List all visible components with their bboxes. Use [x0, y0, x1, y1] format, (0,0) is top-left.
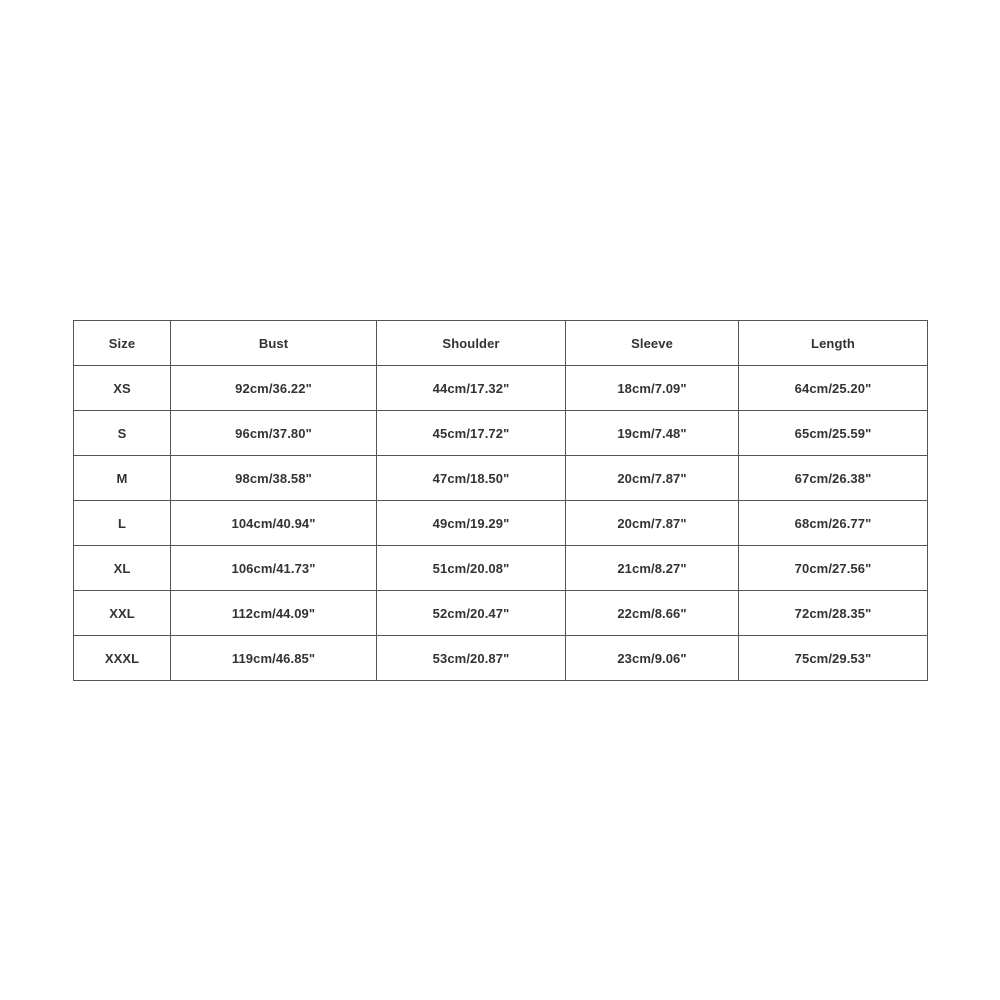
- header-size: Size: [74, 321, 171, 366]
- table-row: [74, 636, 928, 681]
- table-row: [74, 546, 928, 591]
- table-row: [74, 501, 928, 546]
- cell-length: 72cm/28.35": [739, 591, 928, 636]
- cell-size: XL: [74, 546, 171, 591]
- cell-sleeve: 18cm/7.09": [566, 366, 739, 411]
- header-length: Length: [739, 321, 928, 366]
- table-row: [74, 366, 928, 411]
- cell-size: M: [74, 456, 171, 501]
- cell-shoulder: 52cm/20.47": [377, 591, 566, 636]
- cell-size: XXL: [74, 591, 171, 636]
- cell-shoulder: 53cm/20.87": [377, 636, 566, 681]
- cell-bust: 104cm/40.94": [171, 501, 377, 546]
- table-row: [74, 456, 928, 501]
- size-chart-table: [73, 320, 928, 681]
- cell-length: 65cm/25.59": [739, 411, 928, 456]
- cell-shoulder: 44cm/17.32": [377, 366, 566, 411]
- cell-bust: 96cm/37.80": [171, 411, 377, 456]
- header-bust: Bust: [171, 321, 377, 366]
- table-row: [74, 591, 928, 636]
- cell-shoulder: 51cm/20.08": [377, 546, 566, 591]
- table-row: [74, 411, 928, 456]
- cell-sleeve: 23cm/9.06": [566, 636, 739, 681]
- cell-size: L: [74, 501, 171, 546]
- cell-bust: 92cm/36.22": [171, 366, 377, 411]
- cell-length: 64cm/25.20": [739, 366, 928, 411]
- cell-bust: 112cm/44.09": [171, 591, 377, 636]
- cell-sleeve: 20cm/7.87": [566, 501, 739, 546]
- cell-bust: 119cm/46.85": [171, 636, 377, 681]
- cell-bust: 98cm/38.58": [171, 456, 377, 501]
- cell-shoulder: 47cm/18.50": [377, 456, 566, 501]
- cell-length: 68cm/26.77": [739, 501, 928, 546]
- cell-sleeve: 20cm/7.87": [566, 456, 739, 501]
- cell-sleeve: 19cm/7.48": [566, 411, 739, 456]
- header-shoulder: Shoulder: [377, 321, 566, 366]
- cell-length: 67cm/26.38": [739, 456, 928, 501]
- cell-size: XS: [74, 366, 171, 411]
- cell-length: 75cm/29.53": [739, 636, 928, 681]
- cell-sleeve: 21cm/8.27": [566, 546, 739, 591]
- cell-shoulder: 45cm/17.72": [377, 411, 566, 456]
- table-header-row: [74, 321, 928, 366]
- header-sleeve: Sleeve: [566, 321, 739, 366]
- cell-bust: 106cm/41.73": [171, 546, 377, 591]
- cell-size: XXXL: [74, 636, 171, 681]
- cell-sleeve: 22cm/8.66": [566, 591, 739, 636]
- cell-shoulder: 49cm/19.29": [377, 501, 566, 546]
- cell-size: S: [74, 411, 171, 456]
- cell-length: 70cm/27.56": [739, 546, 928, 591]
